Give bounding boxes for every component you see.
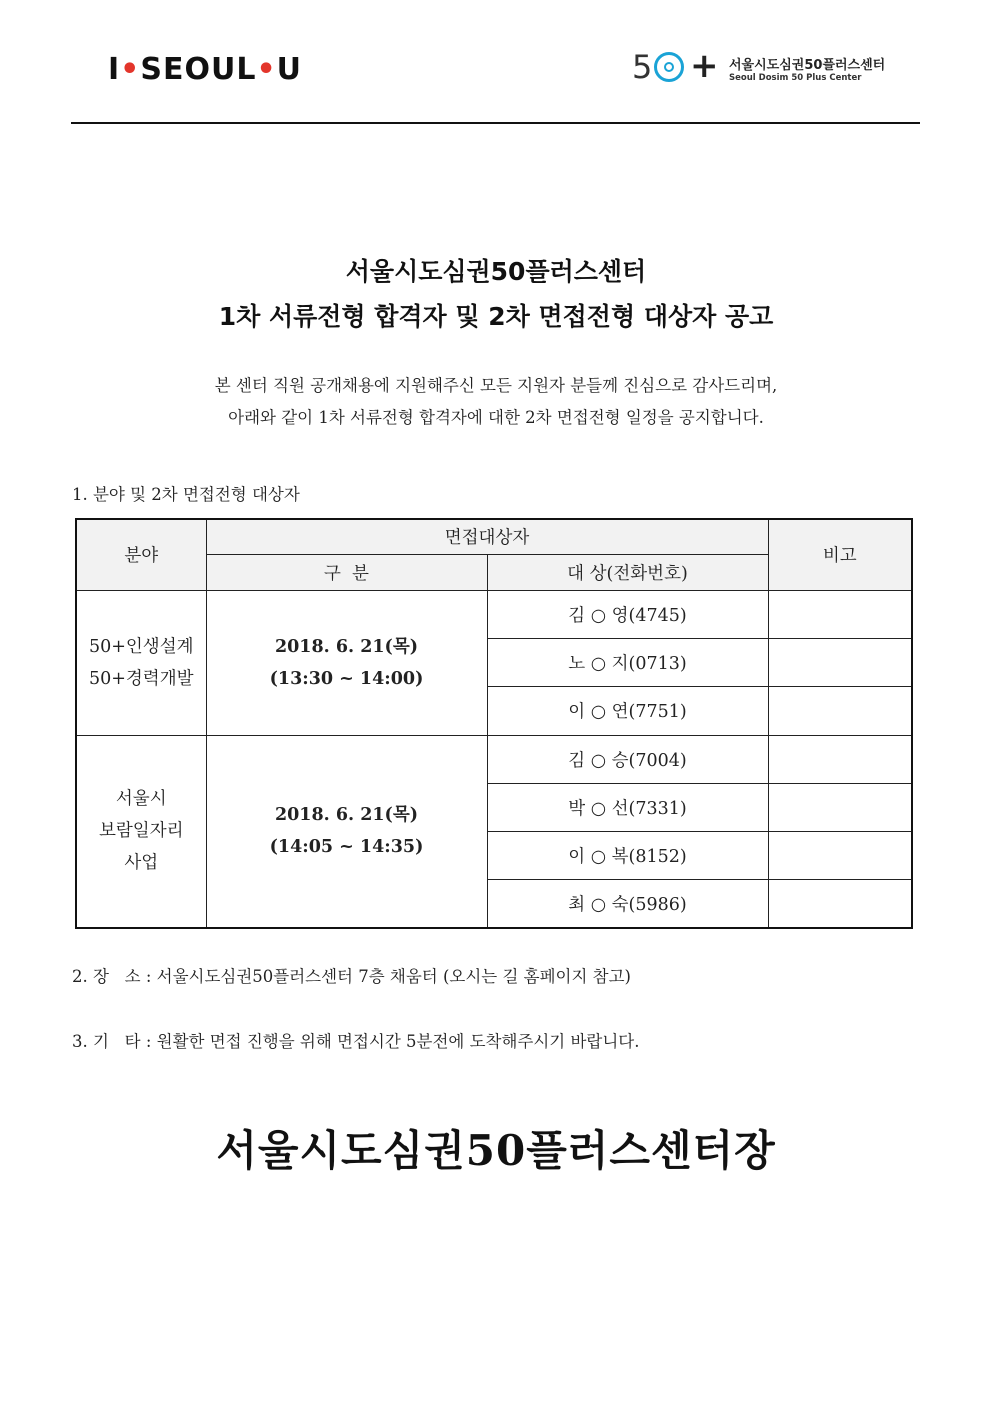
- group1-target-1: 김 ○ 영(4745): [487, 590, 768, 638]
- group1-target-2: 노 ○ 지(0713): [487, 639, 768, 687]
- group2-remark-2: [768, 783, 912, 831]
- document-title-line1: 서울시도심권50플러스센터: [345, 257, 647, 286]
- group2-field: [76, 735, 206, 928]
- intro-line1: 본 센터 직원 공개채용에 지원해주신 모든 지원자 분들께 진심으로 감사드리며,: [214, 376, 778, 395]
- group1-target-3: 이 ○ 연(7751): [487, 687, 768, 735]
- group2-target-3: 이 ○ 복(8152): [487, 832, 768, 880]
- center-logo-english-name: Seoul Dosim 50 Plus Center: [729, 73, 862, 83]
- section-heading-1: 1. 분야 및 2차 면접전형 대상자: [72, 485, 300, 504]
- group2-target-4: 최 ○ 숙(5986): [487, 880, 768, 928]
- group1-remark-2: [768, 639, 912, 687]
- center-logo-ring-icon: [654, 52, 684, 82]
- group2-field-line3: 사업: [124, 853, 159, 874]
- intro-line2: 아래와 같이 1차 서류전형 합격자에 대한 2차 면접전형 일정을 공지합니다.: [228, 408, 764, 427]
- group2-target-1: 김 ○ 승(7004): [487, 735, 768, 783]
- group1-remark-3: [768, 687, 912, 735]
- group2-time: (14:05 ~ 14:35): [269, 837, 424, 858]
- other-note: 3. 기 타 : 원활한 면접 진행을 위해 면접시간 5분전에 도착해주시기 바랍니다.: [72, 1032, 640, 1051]
- seoul-logo-u: U: [276, 52, 303, 87]
- group1-time: (13:30 ~ 14:00): [269, 668, 424, 689]
- group2-schedule: [206, 735, 487, 928]
- header-category: 구 분: [206, 554, 487, 590]
- center-logo-plus: +: [690, 46, 719, 86]
- center-logo-korean-name: 서울시도심권50플러스센터: [729, 58, 886, 73]
- group2-remark-1: [768, 735, 912, 783]
- group1-schedule: [206, 590, 487, 735]
- table-row: [76, 590, 912, 638]
- seoul-logo-dot-1: •: [120, 52, 141, 87]
- group2-remark-4: [768, 880, 912, 928]
- header-remarks: 비고: [768, 519, 912, 590]
- group2-date: 2018. 6. 21(목): [274, 805, 419, 826]
- center-logo: [632, 48, 902, 92]
- signature: 서울시도심권50플러스센터장: [216, 1126, 776, 1175]
- group1-field-line1: 50+인생설계: [88, 636, 194, 657]
- group2-target-2: 박 ○ 선(7331): [487, 783, 768, 831]
- header-divider: [71, 122, 920, 124]
- group1-remark-1: [768, 590, 912, 638]
- group1-field-line2: 50+경력개발: [88, 668, 194, 689]
- interview-schedule-table: [75, 518, 913, 929]
- header-interviewees: 면접대상자: [206, 519, 768, 554]
- group2-field-line2: 보람일자리: [98, 821, 184, 842]
- group2-field-line1: 서울시: [115, 789, 167, 810]
- header-target: 대 상(전화번호): [487, 554, 768, 590]
- header-field: 분야: [76, 519, 206, 590]
- seoul-logo-i: I: [108, 52, 121, 87]
- seoul-logo-seoul: SEOUL: [140, 52, 257, 87]
- document-title-line2: 1차 서류전형 합격자 및 2차 면접전형 대상자 공고: [218, 302, 774, 331]
- seoul-logo-dot-2: •: [256, 52, 277, 87]
- seoul-logo: [108, 52, 302, 87]
- location-note: 2. 장 소 : 서울시도심권50플러스센터 7층 채움터 (오시는 길 홈페이지 참고): [72, 967, 631, 986]
- group1-field: [76, 590, 206, 735]
- center-logo-five: 5: [632, 48, 653, 86]
- group2-remark-3: [768, 832, 912, 880]
- table-row: [76, 735, 912, 783]
- group1-date: 2018. 6. 21(목): [274, 636, 419, 657]
